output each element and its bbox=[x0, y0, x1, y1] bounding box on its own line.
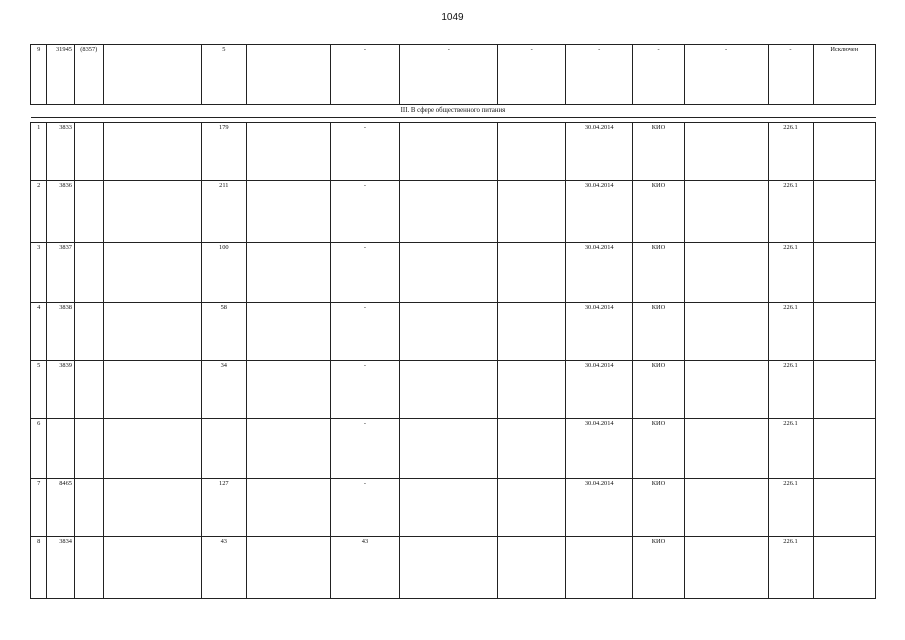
reg-number: 3837 bbox=[47, 242, 75, 302]
contract-info bbox=[400, 180, 498, 242]
extra-number bbox=[74, 180, 103, 242]
table-row bbox=[31, 180, 876, 242]
note bbox=[813, 122, 876, 180]
note: Исключен bbox=[813, 45, 876, 105]
extra-number: (8357) bbox=[74, 45, 103, 105]
area: 100 bbox=[201, 242, 246, 302]
cell: - bbox=[330, 360, 400, 418]
date: 30.04.2014 bbox=[565, 302, 633, 360]
address bbox=[103, 180, 201, 242]
date: 30.04.2014 bbox=[565, 360, 633, 418]
organization: КИО bbox=[633, 536, 684, 598]
date: 30.04.2014 bbox=[565, 122, 633, 180]
address bbox=[103, 360, 201, 418]
page-number: 1049 bbox=[441, 12, 464, 23]
area bbox=[201, 418, 246, 478]
organization: КИО bbox=[633, 418, 684, 478]
note bbox=[813, 478, 876, 536]
section-title: III. В сфере общественного питания bbox=[31, 105, 876, 118]
code: 226.1 bbox=[768, 122, 813, 180]
contract-info bbox=[400, 122, 498, 180]
table-row bbox=[31, 478, 876, 536]
subject bbox=[498, 122, 566, 180]
area: 5 bbox=[201, 45, 246, 105]
organization: КИО bbox=[633, 478, 684, 536]
extra-number bbox=[74, 122, 103, 180]
table-row bbox=[31, 242, 876, 302]
cadastral-number bbox=[246, 536, 330, 598]
note bbox=[813, 302, 876, 360]
cell: - bbox=[330, 418, 400, 478]
area: 43 bbox=[201, 536, 246, 598]
reg-number: 3833 bbox=[47, 122, 75, 180]
reg-number: 31945 bbox=[47, 45, 75, 105]
organization: КИО bbox=[633, 180, 684, 242]
cadastral-number bbox=[246, 242, 330, 302]
contract-info bbox=[400, 242, 498, 302]
extra-number bbox=[74, 536, 103, 598]
reg-number: 3838 bbox=[47, 302, 75, 360]
cell: - bbox=[330, 180, 400, 242]
subject bbox=[498, 536, 566, 598]
note bbox=[813, 418, 876, 478]
row-number: 4 bbox=[31, 302, 47, 360]
term bbox=[684, 180, 768, 242]
area: 179 bbox=[201, 122, 246, 180]
row-number: 9 bbox=[31, 45, 47, 105]
address bbox=[103, 122, 201, 180]
contract-info bbox=[400, 478, 498, 536]
cadastral-number bbox=[246, 360, 330, 418]
organization: КИО bbox=[633, 360, 684, 418]
code: 226.1 bbox=[768, 180, 813, 242]
code: 226.1 bbox=[768, 418, 813, 478]
cell: - bbox=[565, 45, 633, 105]
term bbox=[684, 242, 768, 302]
subject bbox=[498, 360, 566, 418]
code: 226.1 bbox=[768, 242, 813, 302]
cadastral-number bbox=[246, 180, 330, 242]
date: 30.04.2014 bbox=[565, 418, 633, 478]
address bbox=[103, 536, 201, 598]
row-number: 7 bbox=[31, 478, 47, 536]
row-number: 8 bbox=[31, 536, 47, 598]
area: 34 bbox=[201, 360, 246, 418]
cell: 43 bbox=[330, 536, 400, 598]
table-row-excluded bbox=[31, 45, 876, 105]
term bbox=[684, 360, 768, 418]
date: 30.04.2014 bbox=[565, 478, 633, 536]
cadastral-number bbox=[246, 122, 330, 180]
term bbox=[684, 122, 768, 180]
note bbox=[813, 360, 876, 418]
extra-number bbox=[74, 360, 103, 418]
table-row bbox=[31, 122, 876, 180]
cadastral-number bbox=[246, 418, 330, 478]
code: 226.1 bbox=[768, 478, 813, 536]
organization: КИО bbox=[633, 242, 684, 302]
code: 226.1 bbox=[768, 360, 813, 418]
subject bbox=[498, 180, 566, 242]
extra-number bbox=[74, 418, 103, 478]
reg-number bbox=[47, 418, 75, 478]
date bbox=[565, 536, 633, 598]
row-number: 1 bbox=[31, 122, 47, 180]
address bbox=[103, 302, 201, 360]
extra-number bbox=[74, 242, 103, 302]
code: 226.1 bbox=[768, 302, 813, 360]
date: 30.04.2014 bbox=[565, 180, 633, 242]
section-header-row bbox=[31, 105, 876, 118]
row-number: 5 bbox=[31, 360, 47, 418]
date: 30.04.2014 bbox=[565, 242, 633, 302]
subject bbox=[498, 242, 566, 302]
note bbox=[813, 180, 876, 242]
row-number: 3 bbox=[31, 242, 47, 302]
note bbox=[813, 242, 876, 302]
address bbox=[103, 418, 201, 478]
cell: - bbox=[633, 45, 684, 105]
term bbox=[684, 418, 768, 478]
contract-info bbox=[400, 418, 498, 478]
row-number: 2 bbox=[31, 180, 47, 242]
cell: - bbox=[330, 242, 400, 302]
cell: - bbox=[684, 45, 768, 105]
term bbox=[684, 478, 768, 536]
reg-number: 8465 bbox=[47, 478, 75, 536]
table-row bbox=[31, 302, 876, 360]
area: 127 bbox=[201, 478, 246, 536]
subject bbox=[498, 418, 566, 478]
cell: - bbox=[330, 302, 400, 360]
contract-info bbox=[400, 536, 498, 598]
cell: - bbox=[400, 45, 498, 105]
contract-info bbox=[400, 302, 498, 360]
reg-number: 3839 bbox=[47, 360, 75, 418]
subject bbox=[498, 302, 566, 360]
area: 58 bbox=[201, 302, 246, 360]
address bbox=[103, 242, 201, 302]
cell: - bbox=[768, 45, 813, 105]
cell: - bbox=[498, 45, 566, 105]
row-number: 6 bbox=[31, 418, 47, 478]
reg-number: 3836 bbox=[47, 180, 75, 242]
code: 226.1 bbox=[768, 536, 813, 598]
address bbox=[103, 478, 201, 536]
cell: - bbox=[330, 478, 400, 536]
extra-number bbox=[74, 478, 103, 536]
area: 211 bbox=[201, 180, 246, 242]
cadastral-number bbox=[246, 45, 330, 105]
term bbox=[684, 302, 768, 360]
cadastral-number bbox=[246, 478, 330, 536]
table-row bbox=[31, 360, 876, 418]
organization: КИО bbox=[633, 122, 684, 180]
table-row bbox=[31, 536, 876, 598]
contract-info bbox=[400, 360, 498, 418]
cell: - bbox=[330, 122, 400, 180]
register-table bbox=[30, 44, 876, 599]
cell: - bbox=[330, 45, 400, 105]
term bbox=[684, 536, 768, 598]
note bbox=[813, 536, 876, 598]
table-row bbox=[31, 418, 876, 478]
reg-number: 3834 bbox=[47, 536, 75, 598]
cadastral-number bbox=[246, 302, 330, 360]
extra-number bbox=[74, 302, 103, 360]
address bbox=[103, 45, 201, 105]
organization: КИО bbox=[633, 302, 684, 360]
subject bbox=[498, 478, 566, 536]
